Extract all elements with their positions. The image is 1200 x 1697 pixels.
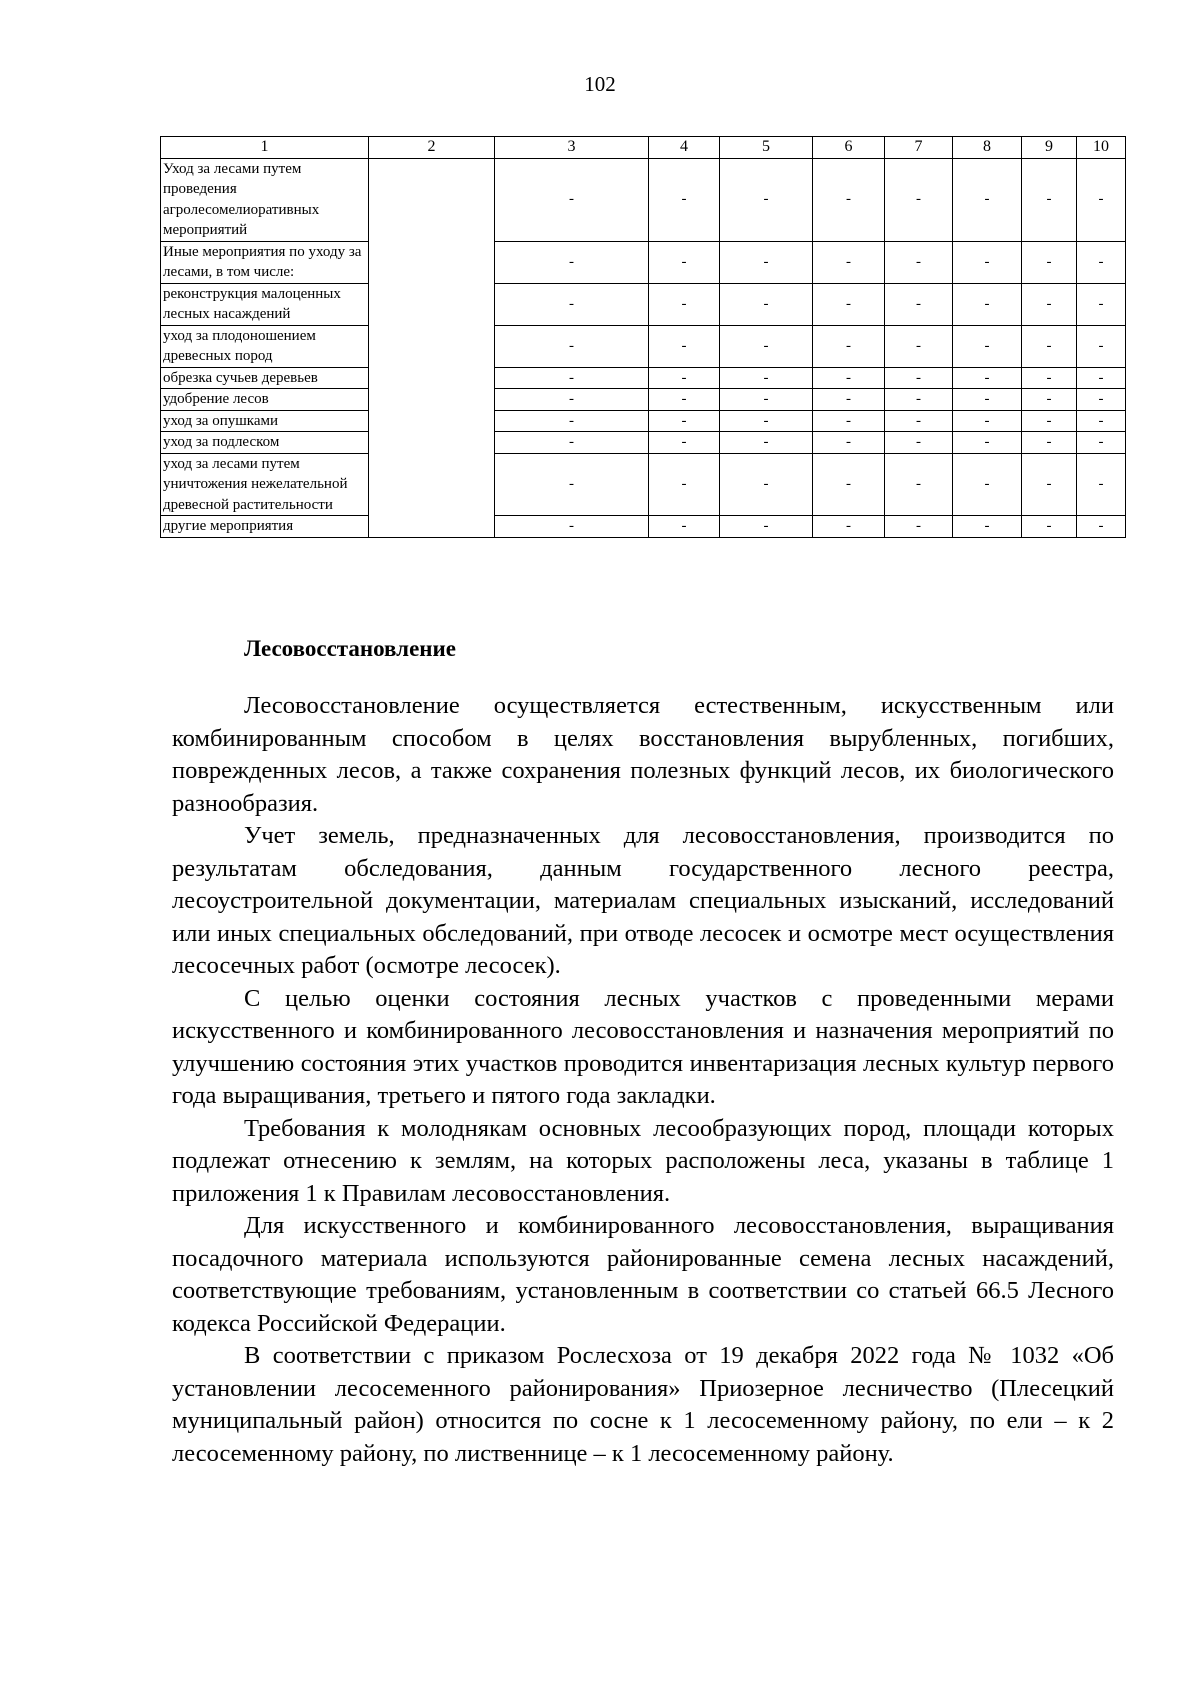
- row-name: уход за плодоношением древесных пород: [161, 325, 369, 367]
- table-cell: -: [495, 453, 649, 516]
- table-row: [161, 453, 1126, 516]
- table-cell: -: [813, 410, 885, 432]
- table-row: [161, 516, 1126, 538]
- table-cell: -: [885, 516, 953, 538]
- table-cell: -: [1077, 516, 1126, 538]
- column-header: 10: [1077, 137, 1126, 159]
- column-header: 4: [649, 137, 720, 159]
- column-2-merged-cell: [369, 158, 495, 537]
- table-cell: -: [720, 158, 813, 241]
- table-cell: -: [953, 158, 1022, 241]
- table-cell: -: [1022, 389, 1077, 411]
- table-header-row: [161, 137, 1126, 159]
- table-cell: -: [1077, 432, 1126, 454]
- table-row: [161, 410, 1126, 432]
- table-cell: -: [720, 283, 813, 325]
- column-header: 7: [885, 137, 953, 159]
- table-cell: -: [495, 367, 649, 389]
- table-cell: -: [885, 453, 953, 516]
- table-cell: -: [953, 453, 1022, 516]
- row-name: уход за лесами путем уничтожения нежелательной древесной растительности: [161, 453, 369, 516]
- table-cell: -: [720, 325, 813, 367]
- table-cell: -: [720, 367, 813, 389]
- row-name: удобрение лесов: [161, 389, 369, 411]
- table-cell: -: [1077, 241, 1126, 283]
- table-cell: -: [649, 325, 720, 367]
- table-cell: -: [720, 241, 813, 283]
- page-number: 102: [584, 72, 616, 96]
- table-cell: -: [953, 325, 1022, 367]
- table-cell: -: [1022, 241, 1077, 283]
- table-cell: -: [495, 325, 649, 367]
- table-cell: -: [953, 367, 1022, 389]
- table-cell: -: [813, 389, 885, 411]
- body-text: [172, 690, 1114, 1470]
- table-cell: -: [813, 367, 885, 389]
- table-cell: -: [1022, 516, 1077, 538]
- table-cell: -: [813, 325, 885, 367]
- table-cell: -: [495, 410, 649, 432]
- table-cell: -: [813, 283, 885, 325]
- table-cell: -: [1022, 453, 1077, 516]
- table-cell: -: [649, 241, 720, 283]
- table-cell: -: [1022, 283, 1077, 325]
- table-row: [161, 241, 1126, 283]
- table-cell: -: [720, 410, 813, 432]
- row-name: Уход за лесами путем проведения агролесомелиоративных мероприятий: [161, 158, 369, 241]
- table-cell: -: [649, 367, 720, 389]
- table-cell: -: [885, 367, 953, 389]
- table-cell: -: [649, 516, 720, 538]
- table-cell: -: [813, 158, 885, 241]
- section-title: Лесовосстановление: [244, 636, 456, 661]
- table-cell: -: [1077, 367, 1126, 389]
- table-cell: -: [720, 389, 813, 411]
- table-cell: -: [813, 453, 885, 516]
- paragraph: В соответствии с приказом Рослесхоза от 19 декабря 2022 года № 1032 «Об установлении лесосеменного районирования» Приозерное лесничество (Плесецкий муниципальный район) относится по сосне к 1 лесосеменному району, по ели – к 2 лесосеменному району, по лиственнице – к 1 лесосеменному району.: [172, 1342, 1114, 1467]
- table-cell: -: [1077, 158, 1126, 241]
- table-row: [161, 389, 1126, 411]
- paragraph: С целью оценки состояния лесных участков с проведенными мерами искусственного и комбинированного лесовосстановления и назначения мероприятий по улучшению состояния этих участков проводится инвентаризация лесных культур первого года выращивания, третьего и пятого года закладки.: [172, 984, 1114, 1109]
- table-cell: -: [885, 158, 953, 241]
- table-row: [161, 432, 1126, 454]
- table-cell: -: [649, 453, 720, 516]
- table-cell: -: [720, 516, 813, 538]
- row-name: обрезка сучьев деревьев: [161, 367, 369, 389]
- table-cell: -: [813, 432, 885, 454]
- table-cell: -: [1022, 410, 1077, 432]
- table-cell: -: [953, 516, 1022, 538]
- table-cell: -: [885, 389, 953, 411]
- column-header: 8: [953, 137, 1022, 159]
- forest-care-table: [160, 136, 1126, 538]
- table-cell: -: [885, 432, 953, 454]
- table-cell: -: [495, 516, 649, 538]
- row-name: уход за подлеском: [161, 432, 369, 454]
- table-cell: -: [720, 432, 813, 454]
- table-row: [161, 158, 1126, 241]
- column-header: 9: [1022, 137, 1077, 159]
- table-cell: -: [1022, 367, 1077, 389]
- table-cell: -: [885, 241, 953, 283]
- table-cell: -: [495, 389, 649, 411]
- column-header: 2: [369, 137, 495, 159]
- table-row: [161, 283, 1126, 325]
- row-name: реконструкция малоценных лесных насаждений: [161, 283, 369, 325]
- table-cell: -: [1077, 453, 1126, 516]
- table-cell: -: [649, 432, 720, 454]
- table-cell: -: [720, 453, 813, 516]
- table-row: [161, 367, 1126, 389]
- row-name: Иные мероприятия по уходу за лесами, в том числе:: [161, 241, 369, 283]
- table-cell: -: [1022, 325, 1077, 367]
- table-cell: -: [1077, 410, 1126, 432]
- table-cell: -: [885, 283, 953, 325]
- column-header: 1: [161, 137, 369, 159]
- table-cell: -: [649, 389, 720, 411]
- table-cell: -: [1077, 325, 1126, 367]
- table-cell: -: [953, 410, 1022, 432]
- table-cell: -: [1077, 283, 1126, 325]
- table-row: [161, 325, 1126, 367]
- table-cell: -: [1022, 432, 1077, 454]
- table-cell: -: [495, 158, 649, 241]
- table-cell: -: [1022, 158, 1077, 241]
- paragraph: Требования к молоднякам основных лесообразующих пород, площади которых подлежат отнесению к землям, на которых расположены леса, указаны в таблице 1 приложения 1 к Правилам лесовосстановления.: [172, 1114, 1114, 1207]
- row-name: другие мероприятия: [161, 516, 369, 538]
- table-cell: -: [953, 389, 1022, 411]
- table-cell: -: [953, 432, 1022, 454]
- paragraph: Учет земель, предназначенных для лесовосстановления, производится по результатам обследования, данным государственного лесного реестра, лесоустроительной документации, материалам специальных изысканий, исследований или иных специальных обследований, при отводе лесосек и осмотре мест осуществления лесосечных работ (осмотре лесосек).: [172, 822, 1114, 979]
- table-cell: -: [885, 325, 953, 367]
- column-header: 6: [813, 137, 885, 159]
- paragraph: Для искусственного и комбинированного лесовосстановления, выращивания посадочного материала используются районированные семена лесных насаждений, соответствующие требованиям, установленным в соответствии со статьей 66.5 Лесного кодекса Российской Федерации.: [172, 1212, 1114, 1337]
- table-cell: -: [649, 158, 720, 241]
- table-cell: -: [953, 283, 1022, 325]
- table-cell: -: [495, 432, 649, 454]
- table-cell: -: [953, 241, 1022, 283]
- paragraph: Лесовосстановление осуществляется естественным, искусственным или комбинированным способом в целях восстановления вырубленных, погибших, поврежденных лесов, а также сохранения полезных функций лесов, их биологического разнообразия.: [172, 692, 1114, 817]
- table-cell: -: [495, 283, 649, 325]
- table-cell: -: [813, 241, 885, 283]
- table-cell: -: [1077, 389, 1126, 411]
- table-cell: -: [649, 283, 720, 325]
- table-cell: -: [813, 516, 885, 538]
- row-name: уход за опушками: [161, 410, 369, 432]
- table-cell: -: [649, 410, 720, 432]
- column-header: 3: [495, 137, 649, 159]
- table-cell: -: [885, 410, 953, 432]
- column-header: 5: [720, 137, 813, 159]
- table-cell: -: [495, 241, 649, 283]
